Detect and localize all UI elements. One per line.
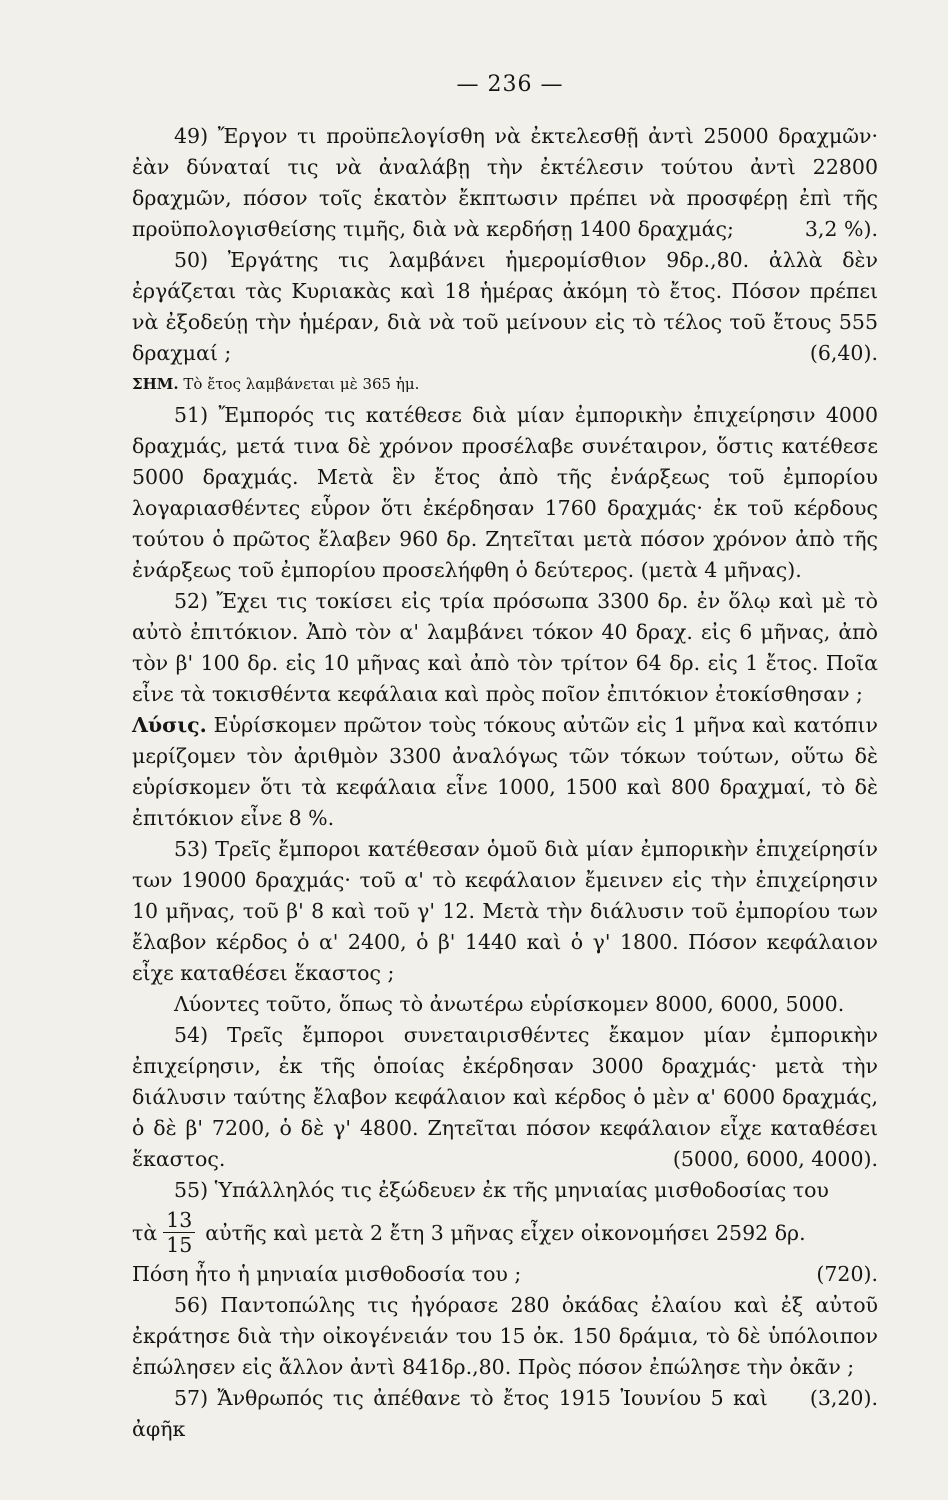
problem-51-answer: (μετὰ 4 μῆνας). bbox=[640, 558, 802, 582]
problem-50-answer: (6,40). bbox=[809, 341, 878, 365]
problem-49 bbox=[132, 121, 878, 245]
problem-50-text: 50) Ἐργάτης τις λαμβάνει ἡμερομίσθιον 9δρ.,80. ἀλλὰ δὲν ἐργάζεται τὰς Κυριακὰς καὶ 18 ἡμέρας ἀκόμη τὸ ἔτος. Πόσον πρέπει νὰ ἐξοδεύῃ τὴν ἡμέραν, διὰ νὰ τοῦ μείνουν εἰς τὸ τέλος τοῦ ἔτους 555 δραχμαί ; bbox=[132, 248, 878, 365]
solution-label: Λύσις. bbox=[132, 713, 207, 737]
problem-55: 55) Ὑπάλληλός τις ἐξώδευεν ἐκ τῆς μηνιαίας μισθοδοσίας του bbox=[174, 1178, 829, 1202]
problem-55-answer: (720). bbox=[816, 1262, 878, 1286]
solution bbox=[132, 710, 878, 834]
fraction-prefix: τὰ bbox=[132, 1220, 158, 1245]
fraction-numerator: 13 bbox=[163, 1208, 195, 1233]
problem-55-question bbox=[132, 1259, 878, 1290]
fraction bbox=[163, 1208, 195, 1257]
problem-55-question-text: Πόση ἦτο ἡ μηνιαία μισθοδοσία του ; bbox=[132, 1262, 522, 1286]
problem-54-answer: (5000, 6000, 4000). bbox=[672, 1147, 878, 1171]
problem-49-text: 49) Ἔργον τι προϋπελογίσθη νὰ ἐκτελεσθῇ ἀντὶ 25000 δραχμῶν· ἐὰν δύναταί τις νὰ ἀναλάβῃ τὴν ἐκτέλεσιν τούτου ἀντὶ 22800 δραχμῶν, πόσον τοῖς ἑκατὸν ἔκπτωσιν πρέπει νὰ προσφέρῃ ἐπὶ τῆς προϋπολογισθείσης τιμῆς, διὰ νὰ κερδήσῃ 1400 δραχμάς; bbox=[132, 124, 878, 241]
problem-57: 57) Ἄνθρωπός τις ἀπέθανε τὸ ἔτος 1915 Ἰουνίου 5 καὶ ἀφῆκ bbox=[132, 1386, 768, 1441]
problem-53-result: Λύοντες τοῦτο, ὅπως τὸ ἀνωτέρω εὑρίσκομεν 8000, 6000, 5000. bbox=[174, 992, 845, 1016]
solution-text: Εὑρίσκομεν πρῶτον τοὺς τόκους αὐτῶν εἰς 1 μῆνα καὶ κατόπιν μερίζομεν τὸν ἀριθμὸν 3300 ἀναλόγως τῶν τόκων τούτων, οὕτω δὲ εὑρίσκομεν ὅτι τὰ κεφάλαια εἶνε 1000, 1500 καὶ 800 δραχμαί, τὸ δὲ ἐπιτόκιον εἶνε 8 %. bbox=[132, 713, 878, 830]
page-number: — 236 — bbox=[456, 72, 564, 97]
problem-54-text: 54) Τρεῖς ἔμποροι συνεταιρισθέντες ἔκαμον μίαν ἐμπορικὴν ἐπιχείρησιν, ἐκ τῆς ὁποίας ἐκέρδησαν 3000 δραχμάς· μετὰ τὴν διάλυσιν ταύτης ἔλαβον κεφάλαιον καὶ κέρδος ὁ μὲν α' 6000 δραχμάς, ὁ δὲ β' 7200, ὁ δὲ γ' 4800. Ζητεῖται πόσον κεφάλαιον εἶχε καταθέσει ἕκαστος. bbox=[132, 1023, 878, 1171]
problem-54 bbox=[132, 1020, 878, 1175]
problem-50 bbox=[132, 245, 878, 369]
note-text: Τὸ ἔτος λαμβάνεται μὲ 365 ἡμ. bbox=[183, 375, 420, 393]
problem-51 bbox=[132, 400, 878, 586]
fraction-denominator: 15 bbox=[166, 1233, 193, 1257]
problem-53: 53) Τρεῖς ἔμποροι κατέθεσαν ὁμοῦ διὰ μίαν ἐμπορικὴν ἐπιχείρησίν των 19000 δραχμάς· τοῦ α' τὸ κεφάλαιον ἔμεινεν εἰς τὴν ἐπιχείρησιν 10 μῆνας, τοῦ β' 8 καὶ τοῦ γ' 12. Μετὰ τὴν διάλυσιν τοῦ ἐμπορίου των ἔλαβον κέρδος ὁ α' 2400, ὁ β' 1440 καὶ ὁ γ' 1800. Πόσον κεφάλαιον εἶχε καταθέσει ἕκαστος ; bbox=[132, 837, 878, 985]
note-label: ΣΗΜ. bbox=[132, 375, 179, 393]
note bbox=[132, 369, 878, 400]
problem-51-text: 51) Ἔμπορός τις κατέθεσε διὰ μίαν ἐμπορικὴν ἐπιχείρησιν 4000 δραχμάς, μετά τινα δὲ χρόνον προσέλαβε συνέταιρον, ὅστις κατέθεσε 5000 δραχμάς. Μετὰ ἓν ἔτος ἀπὸ τῆς ἐνάρξεως τοῦ ἐμπορίου λογαριασθέντες εὗρον ὅτι ἐκέρδησαν 1760 δραχμάς· ἐκ τοῦ κέρδους τούτου ὁ πρῶτος ἔλαβεν 960 δρ. Ζητεῖται μετὰ πόσον χρόνον ἀπὸ τῆς ἐνάρξεως τοῦ ἐμπορίου προσελήφθη ὁ δεύτερος. bbox=[132, 403, 878, 582]
fraction-suffix: αὐτῆς καὶ μετὰ 2 ἔτη 3 μῆνας εἶχεν οἰκονομήσει 2592 δρ. bbox=[205, 1220, 806, 1245]
problem-56 bbox=[132, 1290, 878, 1410]
problem-56-answer: (3,20). bbox=[809, 1386, 878, 1410]
problem-49-answer: 3,2 %). bbox=[804, 217, 878, 241]
problem-52: 52) Ἔχει τις τοκίσει εἰς τρία πρόσωπα 3300 δρ. ἐν ὅλῳ καὶ μὲ τὸ αὐτὸ ἐπιτόκιον. Ἀπὸ τὸν α' λαμβάνει τόκον 40 δραχ. εἰς 6 μῆνας, ἀπὸ τὸν β' 100 δρ. εἰς 10 μῆνας καὶ ἀπὸ τὸν τρίτον 64 δρ. εἰς 1 ἔτος. Ποῖα εἶνε τὰ τοκισθέντα κεφάλαια καὶ πρὸς ποῖον ἐπιτόκιον ἐτοκίσθησαν ; bbox=[132, 589, 878, 706]
problem-56-text: 56) Παντοπώλης τις ἠγόρασε 280 ὀκάδας ἐλαίου καὶ ἐξ αὐτοῦ ἐκράτησε διὰ τὴν οἰκογένειάν του 15 ὀκ. 150 δράμια, τὸ δὲ ὑπόλοιπον ἐπώλησεν εἰς ἄλλον ἀντὶ 841δρ.,80. Πρὸς πόσον ἐπώλησε τὴν ὀκᾶν ; bbox=[132, 1293, 878, 1379]
problem-55-fraction-line bbox=[132, 1208, 878, 1257]
